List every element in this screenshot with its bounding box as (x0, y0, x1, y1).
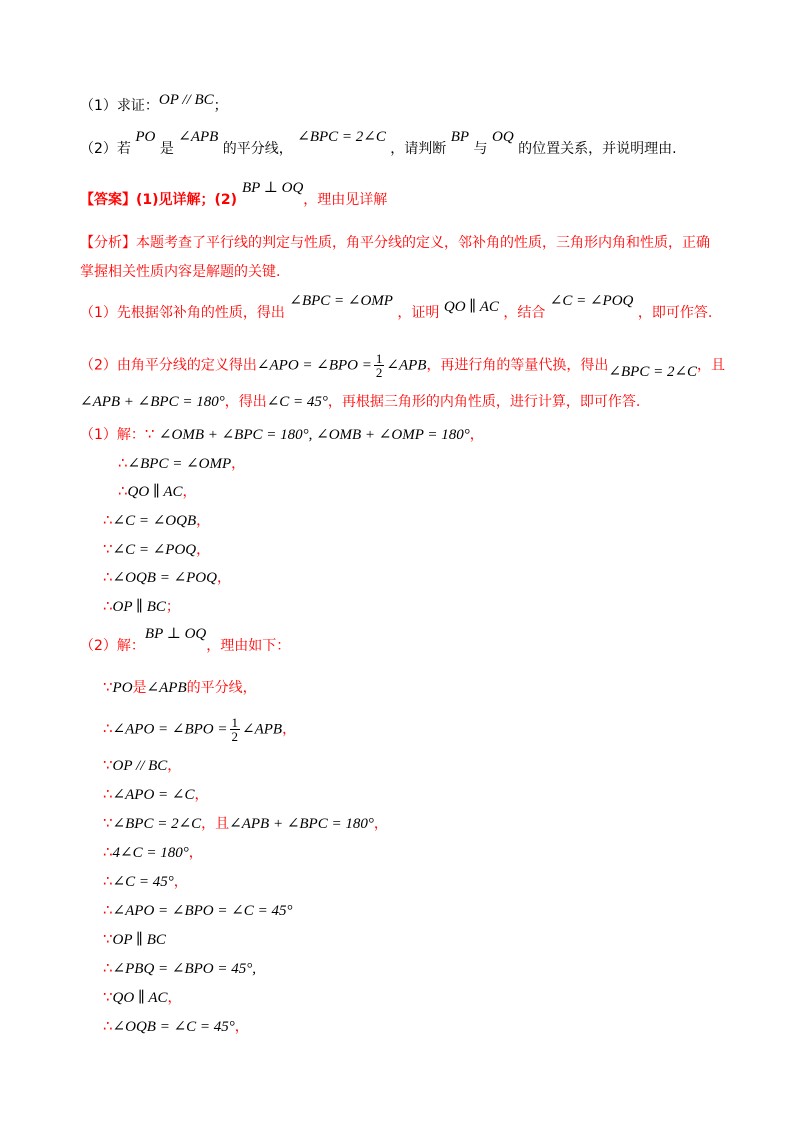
hint-2-text: ，再进行角的等量代换，得出 (426, 357, 609, 374)
answer-text: (1)见详解；(2) (136, 192, 238, 208)
question-2-text: 的位置关系，并说明理由. (518, 141, 677, 157)
fraction-denominator: 2 (375, 365, 383, 380)
solution-2-step-1 (103, 678, 257, 697)
therefore-symbol: ∴ (103, 597, 113, 615)
solution-math: PO (112, 680, 133, 696)
question-2-math-oq: OQ (491, 129, 514, 145)
solution-2-step-6 (103, 843, 203, 862)
solution-math: ∠APB (242, 721, 283, 738)
solution-math: ∠OMB + ∠BPC = 180°, ∠OMB + ∠OMP = 180° (158, 427, 470, 443)
therefore-symbol: ∴ (103, 1017, 113, 1035)
solution-math: 4∠C = 180° (112, 845, 189, 861)
solution-math: ∠APB + ∠BPC = 180° (229, 816, 374, 832)
hint-2-math: ∠BPC = 2∠C (608, 363, 698, 380)
hint-1 (80, 293, 713, 322)
question-2-text: ，请判断 (390, 141, 447, 157)
solution-2-step-8 (103, 901, 292, 920)
solution-end: ， (282, 721, 297, 738)
hint-1-text: ，结合 (503, 305, 546, 321)
hint-1-math: QO ∥ AC (443, 299, 499, 315)
solution-math: OP ∥ BC (112, 932, 166, 948)
solution-1-step-6 (103, 568, 231, 587)
solution-math: ∠C = 45° (112, 874, 174, 890)
answer-math: BP ⊥ OQ (241, 180, 304, 196)
solution-math: ∠APO = ∠C (112, 787, 195, 803)
solution-end: ， (167, 990, 182, 1006)
hint-2-text: ，得出 (224, 394, 267, 410)
hint-1-math: ∠C = ∠POQ (549, 293, 634, 309)
solution-2-rest: ，理由如下： (206, 638, 291, 654)
solution-1-label: （1）解： (80, 427, 145, 443)
hint-2-text: ，再根据三角形的内角性质，进行计算，即可作答. (327, 394, 641, 410)
solution-1-step-2 (118, 454, 245, 473)
solution-end: ， (373, 816, 388, 832)
hint-2-math: ∠APB (386, 357, 427, 374)
therefore-symbol: ∴ (103, 785, 113, 803)
solution-math: ∠APO = ∠BPO = ∠C = 45° (112, 903, 293, 919)
therefore-symbol: ∴ (118, 482, 128, 500)
hint-2-line-2 (80, 393, 640, 411)
therefore-symbol: ∴ (103, 511, 113, 529)
question-2 (80, 129, 677, 158)
solution-text: 的平分线， (186, 680, 257, 696)
solution-end: ， (182, 484, 197, 500)
hint-2-math: ∠C = 45° (266, 394, 328, 410)
solution-math: ∠APO = ∠BPO = (112, 721, 228, 738)
solution-math: ∠APB (146, 680, 187, 696)
solution-2-step-4 (103, 785, 208, 804)
solution-end: ， (194, 787, 209, 803)
question-2-math-po: PO (135, 129, 156, 145)
solution-1-step-5 (103, 540, 210, 559)
solution-end: ， (231, 456, 246, 472)
solution-math: OP ∥ BC (112, 599, 166, 615)
solution-end: ， (188, 845, 203, 861)
solution-math: ∠C = ∠OQB (112, 513, 197, 529)
question-1-label: （1）求证： (80, 98, 159, 114)
solution-end: ， (469, 427, 484, 443)
answer-line (80, 180, 388, 209)
hint-1-label: （1）先根据邻补角的性质，得出 (80, 305, 285, 321)
solution-math: QO ∥ AC (112, 990, 168, 1006)
therefore-symbol: ∴ (103, 719, 113, 738)
solution-end: ， (167, 758, 182, 774)
solution-end: ， (216, 570, 231, 586)
question-2-math-bp: BP (450, 129, 470, 145)
analysis-line-1: 【分析】本题考查了平行线的判定与性质，角平分线的定义，邻补角的性质，三角形内角和性质，正确 (80, 235, 710, 251)
question-1-end: ； (213, 98, 228, 114)
solution-2-step-10 (103, 959, 256, 978)
solution-end: ， (234, 1019, 249, 1035)
hint-2-label: （2）由角平分线的定义得出 (80, 357, 257, 374)
therefore-symbol: ∴ (103, 901, 113, 919)
solution-math: ∠PBQ = ∠BPO = 45°, (112, 961, 256, 977)
hint-2-math: ∠APO = ∠BPO = (256, 357, 372, 374)
solution-2-step-9 (103, 930, 166, 949)
therefore-symbol: ∴ (103, 959, 113, 977)
hint-2-fraction (374, 352, 385, 379)
fraction-numerator: 1 (231, 715, 238, 730)
because-symbol: ∵ (103, 930, 113, 948)
because-symbol: ∵ (103, 540, 113, 558)
hint-1-text: ，即可作答. (637, 305, 713, 321)
therefore-symbol: ∴ (103, 568, 113, 586)
solution-math: ∠OQB = ∠POQ (112, 570, 217, 586)
solution-2-label: （2）解： (80, 638, 145, 654)
question-1 (80, 92, 228, 115)
solution-text: ，且 (201, 816, 230, 832)
because-symbol: ∵ (103, 756, 113, 774)
question-2-label: （2）若 (80, 141, 131, 157)
solution-text: 是 (132, 680, 147, 696)
therefore-symbol: ∴ (103, 872, 113, 890)
solution-2-step-2 (103, 716, 296, 743)
solution-1-step-4 (103, 511, 210, 530)
question-2-text: 是 (159, 141, 174, 157)
because-symbol: ∵ (103, 814, 113, 832)
hint-1-text: ，证明 (397, 305, 440, 321)
solution-math: QO ∥ AC (127, 484, 183, 500)
solution-1-step-3 (118, 482, 197, 501)
solution-end: ， (196, 542, 211, 558)
solution-2-step-12 (103, 1017, 249, 1036)
solution-end: ， (173, 874, 188, 890)
hint-2-text: ，且 (697, 357, 726, 374)
solution-1-step-1 (80, 425, 484, 444)
hint-1-math: ∠BPC = ∠OMP (289, 293, 393, 309)
solution-math: ∠C = ∠POQ (112, 542, 197, 558)
solution-end: ， (196, 513, 211, 529)
because-symbol: ∵ (103, 678, 113, 696)
therefore-symbol: ∴ (103, 843, 113, 861)
analysis-line-2: 掌握相关性质内容是解题的关键. (80, 264, 281, 280)
because-symbol: ∵ (103, 988, 113, 1006)
solution-fraction (230, 716, 241, 743)
solution-2-math: BP ⊥ OQ (144, 626, 207, 642)
question-2-math-bpc: ∠BPC = 2∠C (297, 129, 386, 145)
hint-2-line-1 (80, 352, 725, 379)
solution-2-step-7 (103, 872, 188, 891)
solution-math: ∠BPC = 2∠C (112, 816, 202, 832)
solution-2-step-5 (103, 814, 388, 833)
question-2-text: 的平分线， (222, 141, 293, 157)
solution-1-step-7 (103, 597, 180, 616)
question-2-text: 与 (473, 141, 488, 157)
solution-2-step-3 (103, 756, 181, 775)
solution-math: ∠OQB = ∠C = 45° (112, 1019, 235, 1035)
answer-tag: 【答案】 (80, 192, 136, 208)
solution-math: ∠BPC = ∠OMP (127, 456, 232, 472)
solution-2-step-11 (103, 988, 182, 1007)
answer-rest: ，理由见详解 (303, 192, 388, 208)
question-1-math: OP // BC (158, 92, 214, 108)
solution-2-header (80, 626, 291, 655)
solution-math: OP // BC (112, 758, 168, 774)
question-2-math-apb: ∠APB (178, 129, 219, 145)
therefore-symbol: ∴ (118, 454, 128, 472)
because-symbol: ∵ (144, 425, 155, 443)
hint-2-math: ∠APB + ∠BPC = 180° (80, 394, 225, 410)
fraction-numerator: 1 (375, 351, 383, 366)
fraction-denominator: 2 (231, 729, 238, 744)
solution-end: ； (165, 599, 180, 615)
